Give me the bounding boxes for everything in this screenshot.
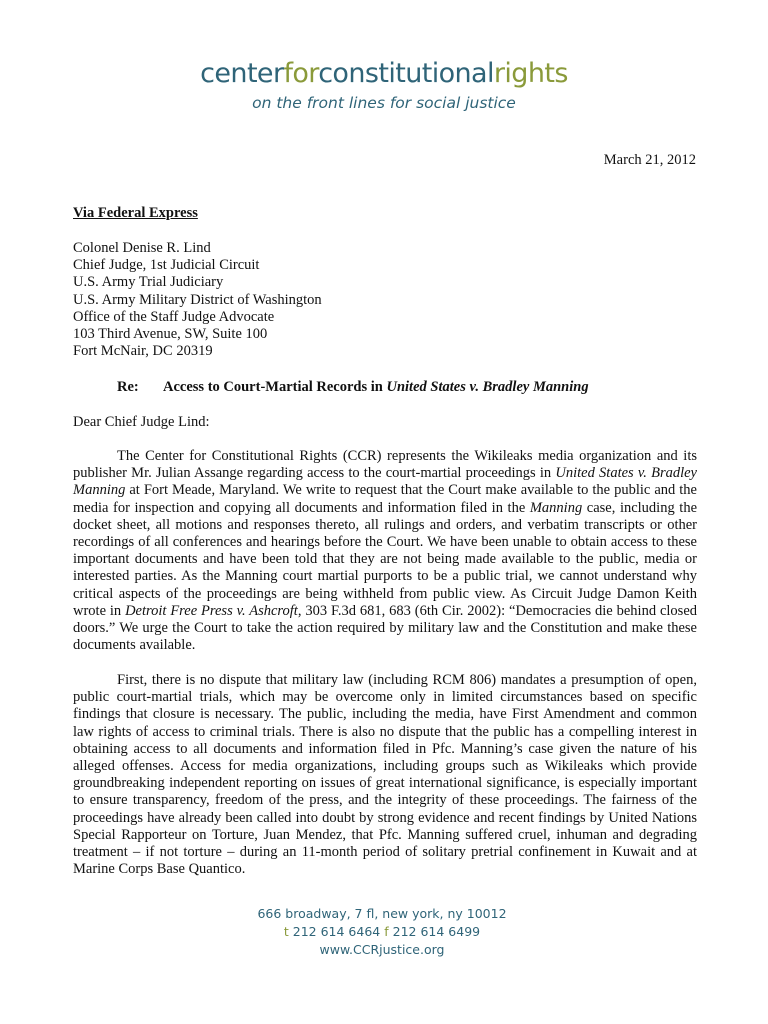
subject-label: Re: xyxy=(117,379,139,395)
address-line: U.S. Army Military District of Washington xyxy=(73,291,322,308)
letterhead-logo xyxy=(185,52,583,136)
letter-date: March 21, 2012 xyxy=(603,152,696,168)
footer-contact xyxy=(232,905,532,959)
organization-tagline: on the front lines for social justice xyxy=(252,94,516,112)
organization-name: centerforconstitutionalrights xyxy=(200,58,568,89)
footer-phone-line: t 212 614 6464 f 212 614 6499 www.CCRjustice.org xyxy=(283,924,481,957)
address-line: Chief Judge, 1st Judicial Circuit xyxy=(73,257,260,274)
subject-line xyxy=(117,379,589,396)
address-line: Office of the Staff Judge Advocate xyxy=(73,308,275,325)
subject-case-name: United States v. Bradley Manning xyxy=(386,379,589,395)
case-name: Manning xyxy=(529,499,583,516)
recipient-address xyxy=(73,240,322,360)
body-paragraph-2: First, there is no dispute that military law (including RCM 806) mandates a presumption of open, public court-martial trials, which may be overcome only in limited circumstances based on specific findings that closure is necessary. The public, including the media, have First Amendment and common law rights of access to criminal trials. There is also no dispute that the public has a compelling interest in obtaining access to all documents and information filed in Pfc. Manning’s case given the nature of his alleged offenses. Access for media organizations, including groups such as Wikileaks which provide groundbreaking independent reporting on issues of great international significance, is especially important to ensure transparency, freedom of the press, and the integrity of these proceedings. The fairness of the proceedings have already been called into doubt by strong evidence and recent findings by United Nations Special Rapporteur on Torture, Juan Mendez, that Pfc. Manning suffered cruel, inhuman and degrading treatment – if not torture – during an 11-month period of solitary pretrial confinement in Kuwait and at Marine Corps Base Quantico. xyxy=(73,672,697,878)
delivery-method: Via Federal Express xyxy=(73,205,198,221)
footer-fax: 212 614 6499 xyxy=(392,924,481,939)
address-line: Colonel Denise R. Lind xyxy=(73,240,211,256)
address-line: Fort McNair, DC 20319 xyxy=(73,343,213,360)
footer-website: www.CCRjustice.org xyxy=(319,942,445,957)
footer-phone: 212 614 6464 xyxy=(292,924,381,939)
body-paragraph-1: The Center for Constitutional Rights (CCR) represents the Wikileaks media organization and its publisher Mr. Julian Assange regarding access to the court-martial proceedings in United States v. Bradley Manning at Fort Meade, Maryland. We write to request that the Court make available to the public and the media for inspection and copying all documents and information filed in the Manning case, including the docket sheet, all motions and responses thereto, all rulings and orders, and verbatim transcripts or other recordings of all conferences and hearings before the Court. We have been unable to obtain access to these important documents and have been told that they are not being made available to the public, media or interested parties. As the Manning court martial purports to be a public trial, we cannot understand why critical aspects of the proceedings are being withheld from public view. As Circuit Judge Damon Keith wrote in Detroit Free Press v. Ashcroft, 303 F.3d 681, 683 (6th Cir. 2002): “Democracies die behind closed doors.” We urge the Court to take the action required by military law and the Constitution and make these documents available. xyxy=(73,448,698,654)
address-line: 103 Third Avenue, SW, Suite 100 xyxy=(73,326,268,343)
footer-address: 666 broadway, 7 fl, new york, ny 10012 xyxy=(257,906,507,921)
subject-text: Access to Court-Martial Records in xyxy=(163,379,387,395)
address-line: U.S. Army Trial Judiciary xyxy=(73,274,224,291)
case-citation: Detroit Free Press v. Ashcroft xyxy=(125,602,298,619)
salutation: Dear Chief Judge Lind: xyxy=(73,414,210,430)
case-name: United States v. Bradley Manning xyxy=(73,465,697,499)
